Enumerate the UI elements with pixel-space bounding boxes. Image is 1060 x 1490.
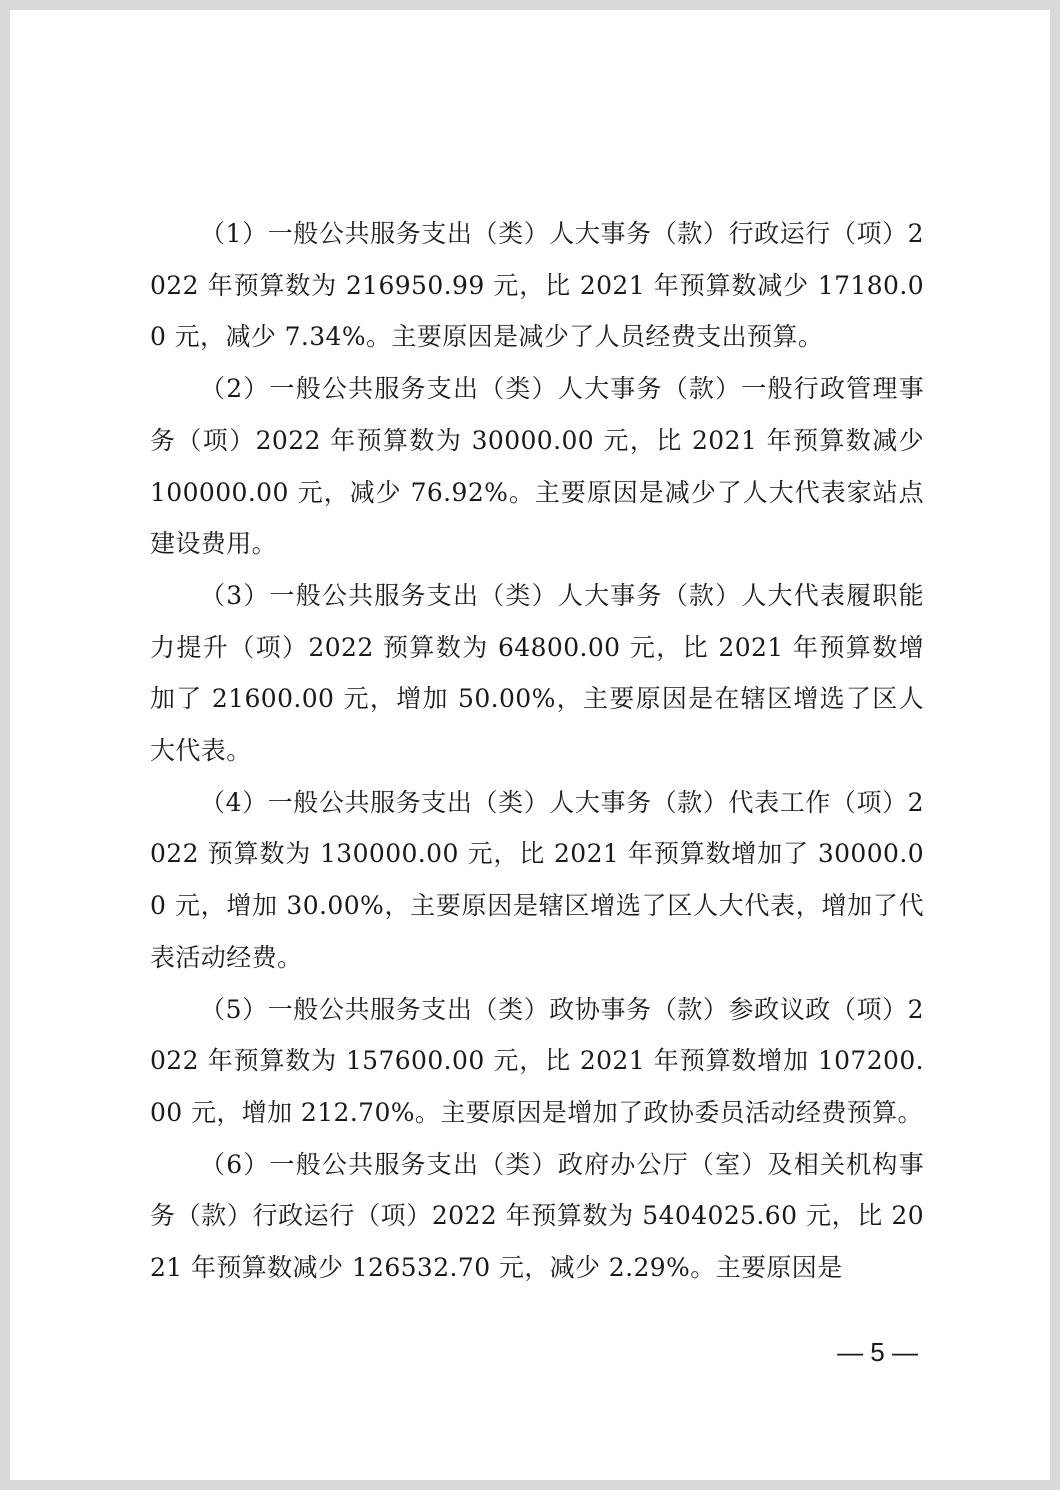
paragraph-3: （3）一般公共服务支出（类）人大事务（款）人大代表履职能力提升（项）2022 预算数为 64800.00 元，比 2021 年预算数增加了 21600.00 元，增加 50.00%，主要原因是在辖区增选了区人大代表。: [150, 580, 924, 766]
paragraph-1: （1）一般公共服务支出（类）人大事务（款）行政运行（项）2022 年预算数为 216950.99 元，比 2021 年预算数减少 17180.00 元，减少 7.34%。主要原因是减少了人员经费支出预算。: [150, 219, 924, 352]
document-page: [10, 10, 1050, 1480]
paragraph-5: （5）一般公共服务支出（类）政协事务（款）参政议政（项）2022 年预算数为 157600.00 元，比 2021 年预算数增加 107200.00 元，增加 212.70%。主要原因是增加了政协委员活动经费预算。: [150, 994, 924, 1127]
paragraph-6: （6）一般公共服务支出（类）政府办公厅（室）及相关机构事务（款）行政运行（项）2022 年预算数为 5404025.60 元，比 2021 年预算数减少 126532.70 元，减少 2.29%。主要原因是: [150, 1149, 924, 1283]
paragraph-4: （4）一般公共服务支出（类）人大事务（款）代表工作（项）2022 预算数为 130000.00 元，比 2021 年预算数增加了 30000.00 元，增加 30.00%，主要原因是辖区增选了区人大代表，增加了代表活动经费。: [150, 787, 924, 972]
page-number: — 5 —: [837, 1337, 918, 1367]
body-text: [150, 208, 924, 1294]
paragraph-2: （2）一般公共服务支出（类）人大事务（款）一般行政管理事务（项）2022 年预算数为 30000.00 元，比 2021 年预算数减少 100000.00 元，减少 76.92%。主要原因是减少了人大代表家站点建设费用。: [150, 374, 924, 559]
